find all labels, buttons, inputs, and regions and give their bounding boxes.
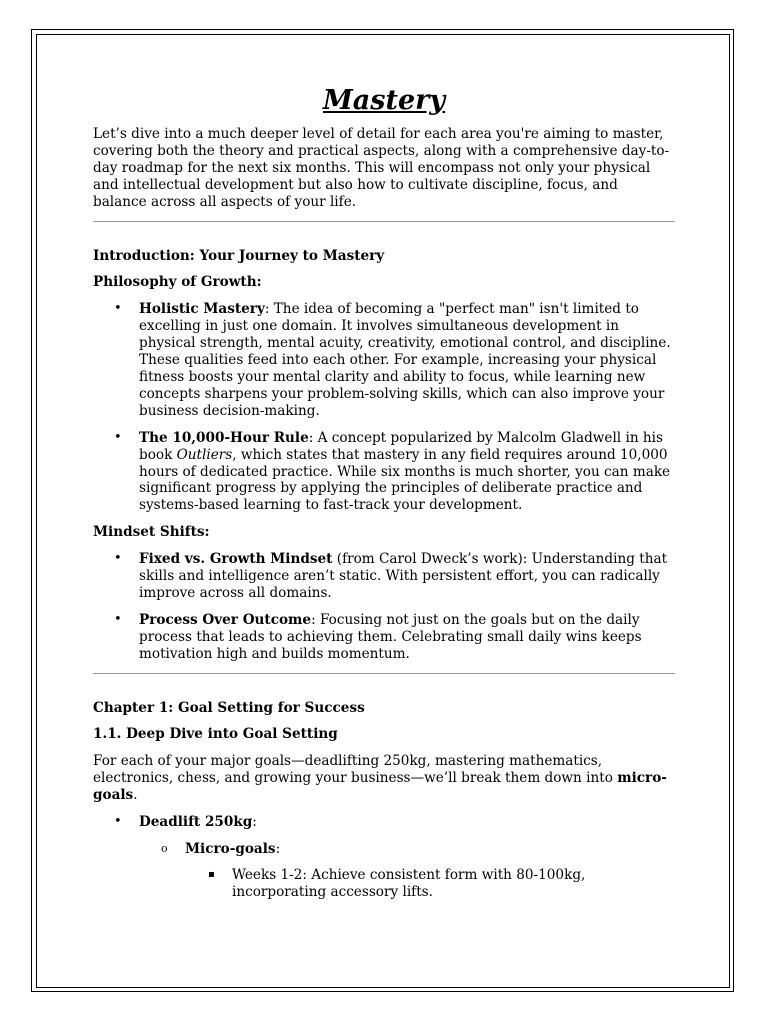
item-term: Deadlift 250kg xyxy=(139,813,253,830)
bullet-icon: • xyxy=(114,611,122,627)
list-item xyxy=(93,841,675,858)
item-text: : xyxy=(252,813,257,830)
square-bullet-icon: ▪ xyxy=(208,869,215,881)
chapter1-heading: Chapter 1: Goal Setting for Success xyxy=(93,699,365,716)
list-item xyxy=(93,301,675,419)
micro-goals-term: micro-goals xyxy=(93,770,667,804)
book-title: Outliers xyxy=(176,446,233,463)
item-text: (from Carol Dweck’s work): Understanding that skills and intelligence aren’t static. With persistent effort, you can radically improve across all domains. xyxy=(139,551,668,601)
item-term: Fixed vs. Growth Mindset xyxy=(139,551,333,568)
chapter1-paragraph xyxy=(93,753,675,804)
item-term: Holistic Mastery xyxy=(139,301,265,318)
list-item xyxy=(93,430,675,515)
bullet-icon: • xyxy=(114,813,122,829)
bullet-icon: • xyxy=(114,429,122,445)
philosophy-list xyxy=(93,301,675,514)
paragraph-text: For each of your major goals—deadlifting 250kg, mastering mathematics, electronics, chess, and growing your business—we’ll break them down into xyxy=(93,753,618,787)
philosophy-heading: Philosophy of Growth: xyxy=(93,274,262,291)
item-text: : A concept popularized by Malcolm Gladwell in his book xyxy=(139,429,663,463)
document-content xyxy=(93,84,675,911)
section-divider xyxy=(93,221,675,222)
item-text: : The idea of becoming a "perfect man" isn't limited to excelling in just one domain. It involves simultaneous development in physical strength, mental acuity, creativity, emotional control, and discipline. These qualities feed into each other. For example, increasing your physical fitness boosts your mental clarity and ability to focus, while learning new concepts sharpens your problem-solving skills, which can also improve your business decision-making. xyxy=(139,301,671,419)
goals-list xyxy=(93,814,675,902)
item-term: The 10,000-Hour Rule xyxy=(139,429,309,446)
intro-paragraph: Let’s dive into a much deeper level of detail for each area you're aiming to master, covering both the theory and practical aspects, along with a comprehensive day-to-day roadmap for the next six months. This will encompass not only your physical and intellectual development but also how to cultivate discipline, focus, and balance across all aspects of your life. xyxy=(93,126,670,210)
circle-bullet-icon: o xyxy=(161,841,168,855)
mindset-heading: Mindset Shifts: xyxy=(93,524,210,541)
mindset-list xyxy=(93,551,675,662)
chapter1-subheading: 1.1. Deep Dive into Goal Setting xyxy=(93,726,338,743)
item-text: Weeks 1-2: Achieve consistent form with 80-100kg, incorporating accessory lifts. xyxy=(232,867,586,901)
item-term: Micro-goals xyxy=(185,840,276,857)
bullet-icon: • xyxy=(114,301,122,317)
bullet-icon: • xyxy=(114,551,122,567)
list-item xyxy=(93,867,675,901)
paragraph-end: . xyxy=(133,787,138,804)
list-item xyxy=(93,814,675,831)
item-text: : Focusing not just on the goals but on the daily process that leads to achieving them. Celebrating small daily wins keeps motivation high and builds momentum. xyxy=(139,611,642,662)
item-term: Process Over Outcome xyxy=(139,611,312,628)
item-text: : xyxy=(275,840,281,857)
list-item xyxy=(93,551,675,602)
list-item xyxy=(93,612,675,663)
introduction-heading: Introduction: Your Journey to Mastery xyxy=(93,247,385,264)
section-divider xyxy=(93,673,675,674)
page-title: Mastery xyxy=(322,85,446,116)
item-text: , which states that mastery in any field requires around 10,000 hours of dedicated practice. While six months is much shorter, you can make significant progress by applying the principles of deliberate practice and systems-based learning to fast-track your development. xyxy=(139,446,671,514)
